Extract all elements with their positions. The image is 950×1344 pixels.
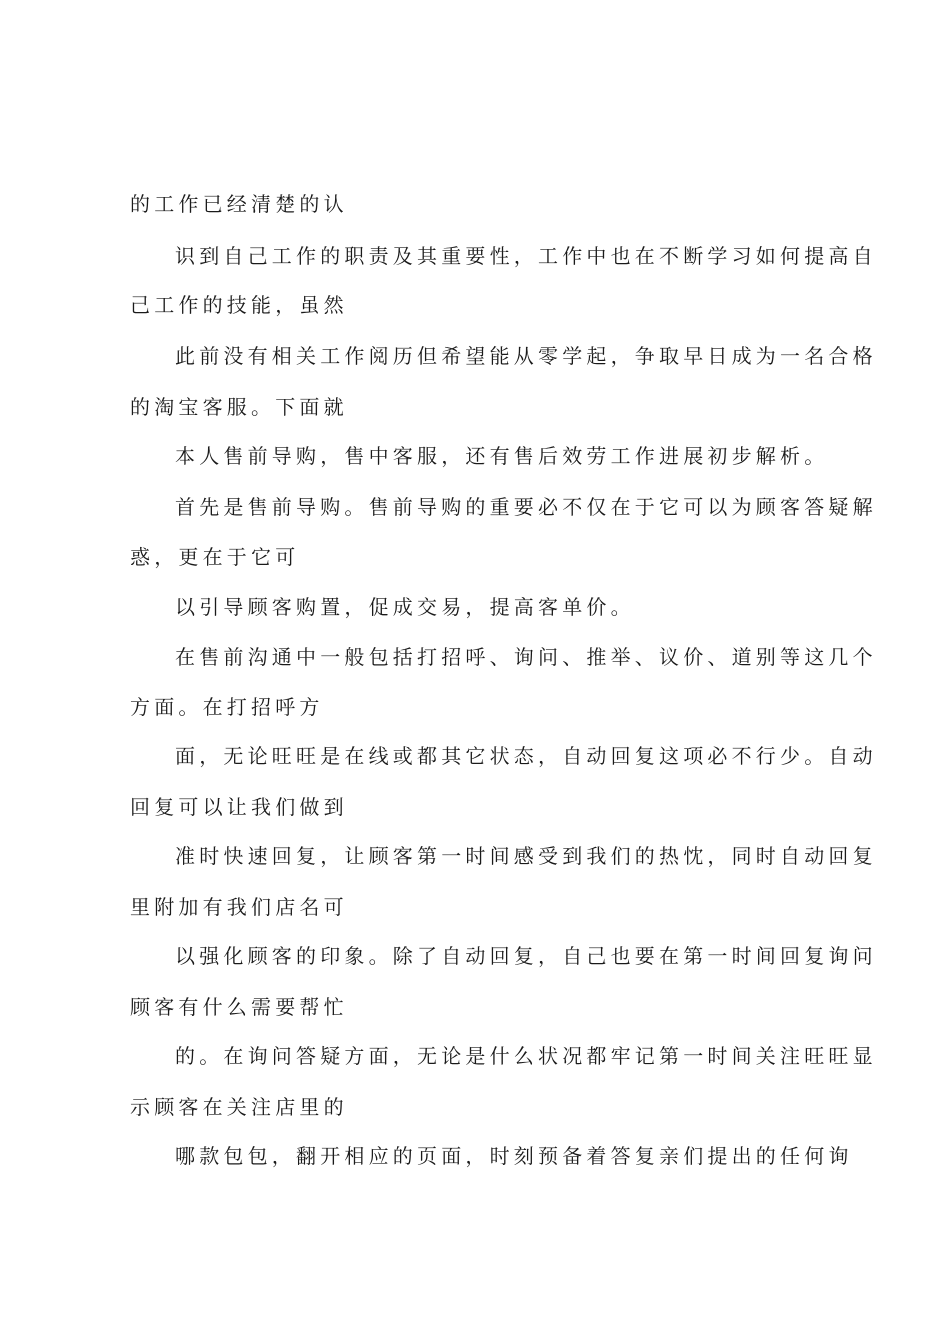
text-line: 首先是售前导购。售前导购的重要必不仅在于它可以为顾客答疑解 <box>175 495 877 519</box>
text-line: 示顾客在关注店里的 <box>130 1095 348 1119</box>
text-line: 己工作的技能，虽然 <box>130 293 348 317</box>
text-line: 哪款包包，翻开相应的页面，时刻预备着答复亲们提出的任何询 <box>175 1144 853 1168</box>
text-line: 识到自己工作的职责及其重要性，工作中也在不断学习如何提高自 <box>175 244 877 268</box>
text-line: 的淘宝客服。下面就 <box>130 395 348 419</box>
text-line: 方面。在打招呼方 <box>130 695 324 719</box>
text-line: 以引导顾客购置，促成交易，提高客单价。 <box>175 595 635 619</box>
text-line: 惑，更在于它可 <box>130 545 300 569</box>
text-line: 以强化顾客的印象。除了自动回复，自己也要在第一时间回复询问 <box>175 944 877 968</box>
text-line: 此前没有相关工作阅历但希望能从零学起，争取早日成为一名合格 <box>175 344 877 368</box>
text-line: 回复可以让我们做到 <box>130 795 348 819</box>
text-line: 顾客有什么需要帮忙 <box>130 995 348 1019</box>
text-line: 面，无论旺旺是在线或都其它状态，自动回复这项必不行少。自动 <box>175 744 877 768</box>
text-line: 的。在询问答疑方面，无论是什么状况都牢记第一时间关注旺旺显 <box>175 1044 877 1068</box>
text-line: 在售前沟通中一般包括打招呼、询问、推举、议价、道别等这几个 <box>175 645 877 669</box>
text-line: 本人售前导购，售中客服，还有售后效劳工作进展初步解析。 <box>175 444 829 468</box>
text-line: 里附加有我们店名可 <box>130 895 348 919</box>
text-line: 的工作已经清楚的认 <box>130 192 348 216</box>
text-line: 准时快速回复，让顾客第一时间感受到我们的热忱，同时自动回复 <box>175 844 877 868</box>
